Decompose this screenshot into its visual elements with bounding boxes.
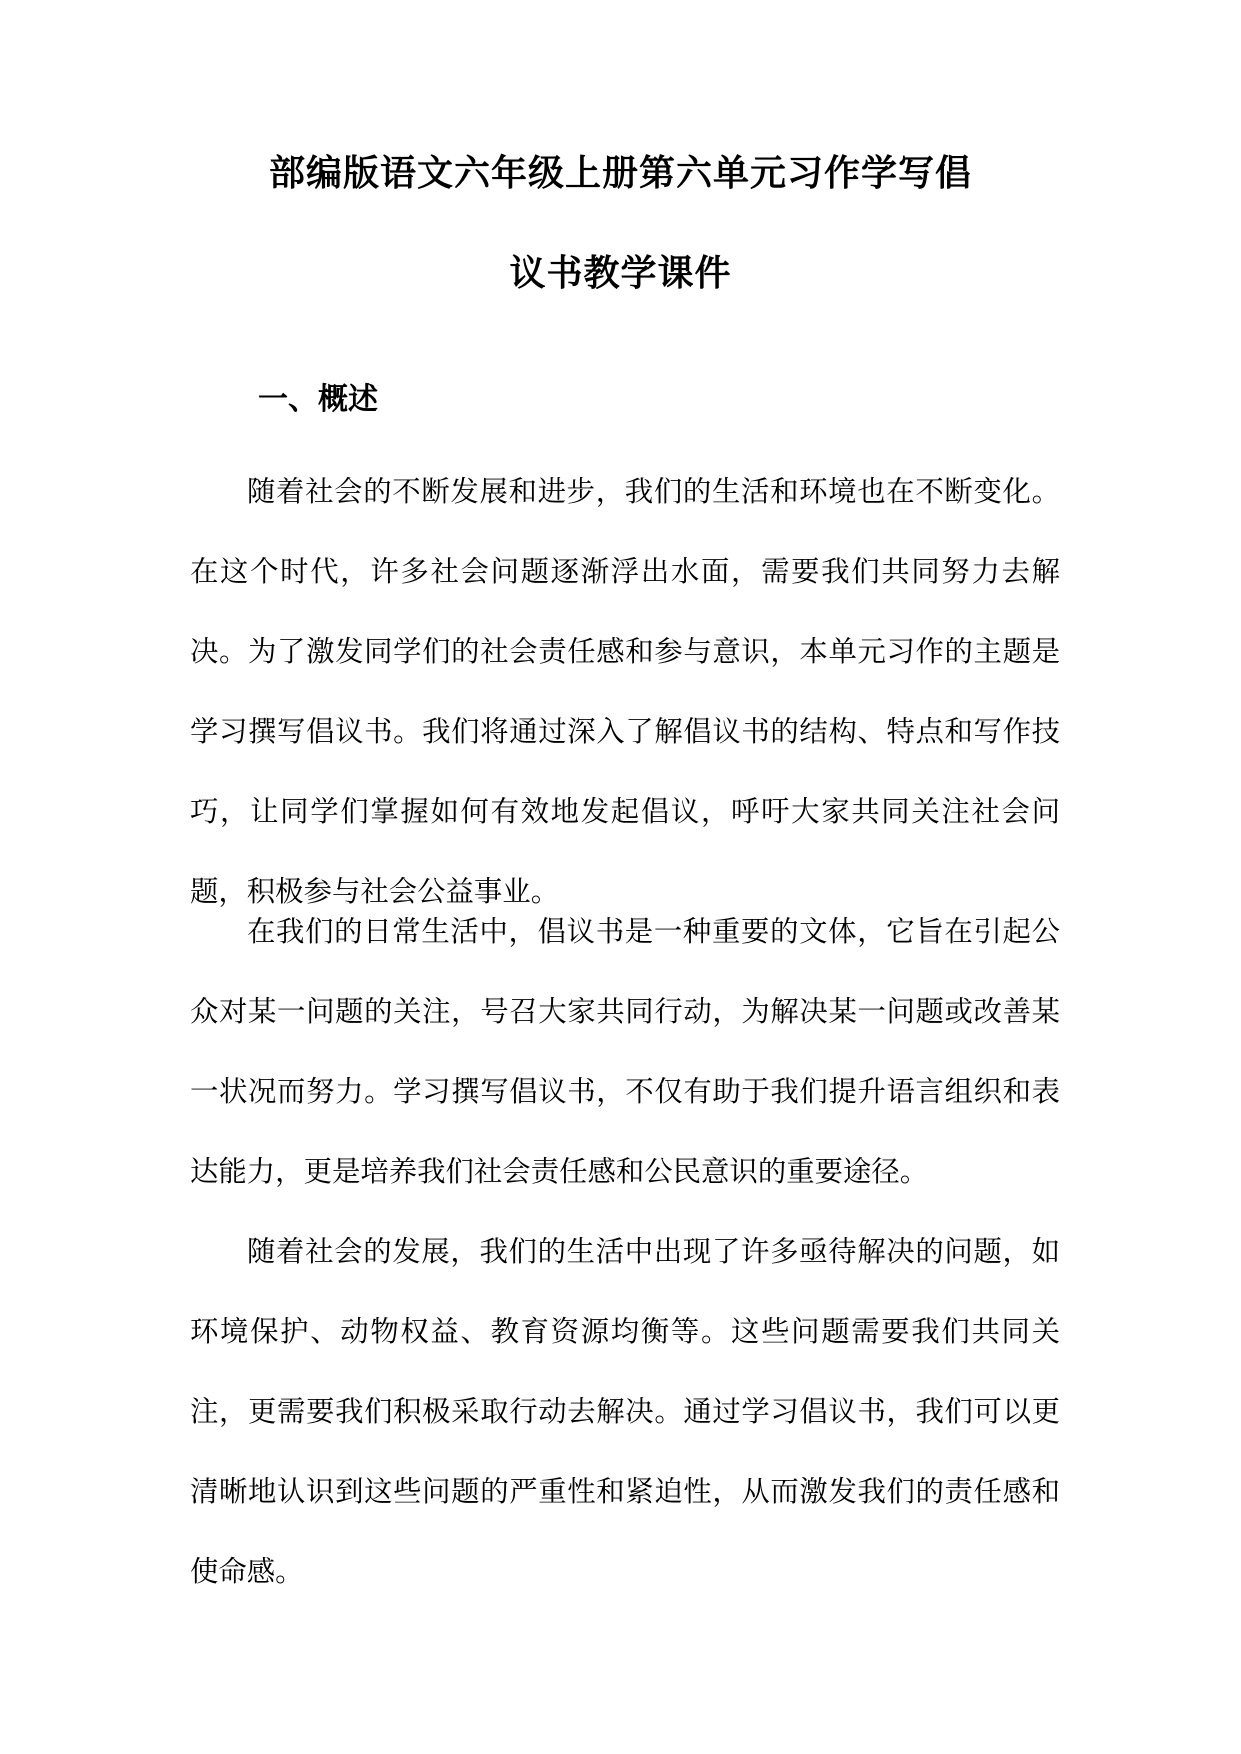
paragraph-1: 随着社会的不断发展和进步，我们的生活和环境也在不断变化。在这个时代，许多社会问题逐渐浮出水面，需要我们共同努力去解决。为了激发同学们的社会责任感和参与意识，本单元习作的主题是学习撰写倡议书。我们将通过深入了解倡议书的结构、特点和写作技巧，让同学们掌握如何有效地发起倡议，呼吁大家共同关注社会问题，积极参与社会公益事业。 (190, 475, 1060, 908)
section-heading: 一、概述 (258, 382, 378, 417)
document-title-line-1: 部编版语文六年级上册第六单元习作学写倡 (268, 153, 972, 194)
paragraph-2: 在我们的日常生活中，倡议书是一种重要的文体，它旨在引起公众对某一问题的关注，号召大家共同行动，为解决某一问题或改善某一状况而努力。学习撰写倡议书，不仅有助于我们提升语言组织和表达能力，更是培养我们社会责任感和公民意识的重要途径。 (190, 915, 1060, 1188)
paragraph-3: 随着社会的发展，我们的生活中出现了许多亟待解决的问题，如环境保护、动物权益、教育资源均衡等。这些问题需要我们共同关注，更需要我们积极采取行动去解决。通过学习倡议书，我们可以更清晰地认识到这些问题的严重性和紧迫性，从而激发我们的责任感和使命感。 (190, 1235, 1060, 1588)
document-title-line-2: 议书教学课件 (509, 253, 732, 294)
